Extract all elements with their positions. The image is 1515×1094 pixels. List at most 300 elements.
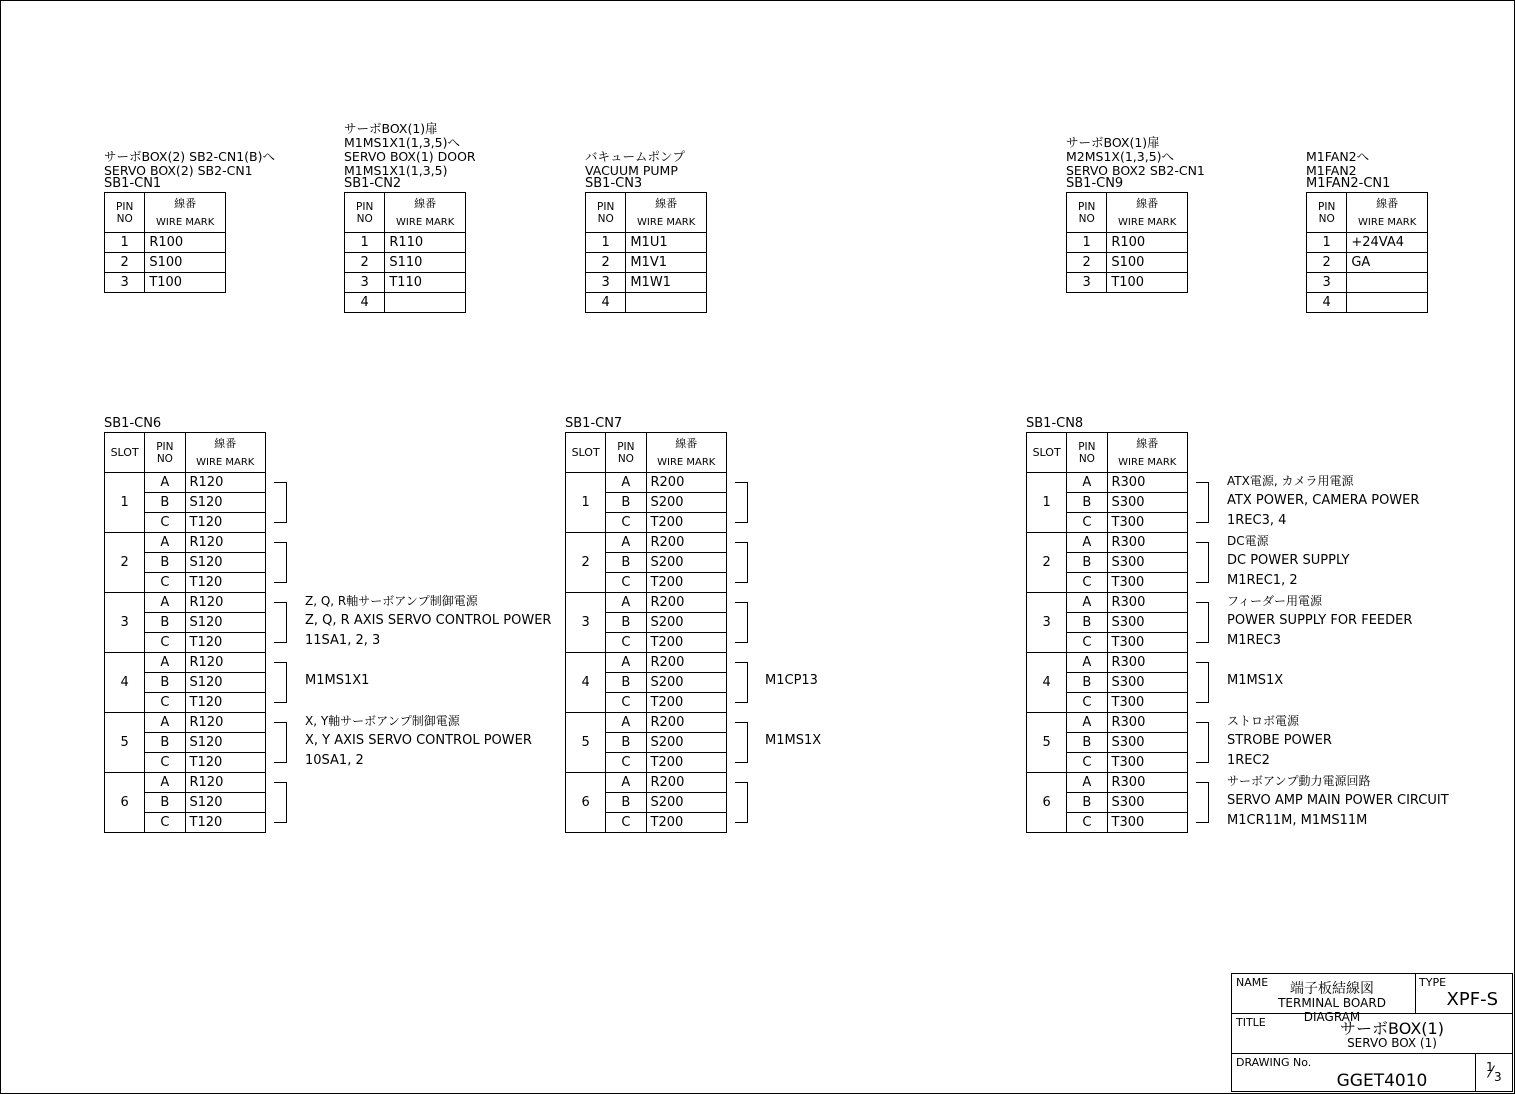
title-block xyxy=(1231,973,1513,1092)
wire-mark: S300 xyxy=(1107,613,1188,633)
pin-number: 1 xyxy=(105,233,145,253)
pin-no-header-line2: NO xyxy=(617,452,634,465)
wire-mark-header-en: WIRE MARK xyxy=(1118,216,1177,228)
wire-mark: R300 xyxy=(1107,653,1188,673)
pin-no-header-line2: NO xyxy=(1078,452,1095,465)
table-row xyxy=(1027,473,1188,493)
wire-mark: R200 xyxy=(646,473,727,493)
pin-letter: A xyxy=(145,473,185,493)
wire-mark: T200 xyxy=(646,813,727,833)
slot-note: ATX POWER, CAMERA POWER xyxy=(1227,493,1420,508)
connector-destination-label: M1FAN2へ xyxy=(1306,149,1370,164)
pin-no-header-line2: NO xyxy=(356,212,373,225)
pin-no-header xyxy=(1067,193,1107,233)
pin-no-header xyxy=(105,193,145,233)
slot-number: 3 xyxy=(105,593,145,653)
table-row xyxy=(105,593,266,613)
wire-mark: R300 xyxy=(1107,473,1188,493)
wire-mark: M1W1 xyxy=(626,273,707,293)
pin-letter: A xyxy=(606,773,646,793)
slot-number: 2 xyxy=(566,533,606,593)
wire-mark: T100 xyxy=(145,273,226,293)
pin-letter: A xyxy=(1067,593,1107,613)
wire-mark: R120 xyxy=(185,593,266,613)
pin-letter: C xyxy=(1067,633,1107,653)
slot-number: 1 xyxy=(566,473,606,533)
wire-mark: T120 xyxy=(185,513,266,533)
connector-destination-label: サーボBOX(1)扉 xyxy=(1066,135,1160,150)
slot-bracket xyxy=(1196,602,1209,643)
connector-destination-label: SERVO BOX(1) DOOR xyxy=(344,149,476,164)
wire-mark: S120 xyxy=(185,733,266,753)
wire-mark: M1V1 xyxy=(626,253,707,273)
pin-letter: B xyxy=(145,793,185,813)
wire-mark: S200 xyxy=(646,733,727,753)
wire-mark: S120 xyxy=(185,793,266,813)
slot-number: 6 xyxy=(1027,773,1067,833)
pin-letter: B xyxy=(145,733,185,753)
slot-bracket xyxy=(1196,662,1209,703)
wire-mark: R200 xyxy=(646,593,727,613)
table-row xyxy=(1027,533,1188,553)
wire-mark-header-jp: 線番 xyxy=(1136,436,1159,450)
slot-number: 1 xyxy=(1027,473,1067,533)
pin-no-header xyxy=(606,433,646,473)
wire-mark-header-en: WIRE MARK xyxy=(156,216,215,228)
connector-destination-label: バキュームポンプ xyxy=(585,149,686,164)
pin-letter: B xyxy=(606,553,646,573)
connector-destination-label: M1MS1X1(1,3,5)へ xyxy=(344,135,460,150)
slot-note: M1REC1, 2 xyxy=(1227,573,1298,588)
wire-mark xyxy=(1347,273,1428,293)
wire-mark: S200 xyxy=(646,673,727,693)
pin-letter: A xyxy=(606,653,646,673)
wire-mark: T200 xyxy=(646,573,727,593)
table-row xyxy=(1067,253,1188,273)
wire-mark-header xyxy=(1107,193,1188,233)
pin-letter: B xyxy=(1067,613,1107,633)
pin-number: 3 xyxy=(105,273,145,293)
table-row xyxy=(105,473,266,493)
pin-letter: C xyxy=(1067,573,1107,593)
pin-letter: C xyxy=(1067,753,1107,773)
table-row xyxy=(105,273,226,293)
wire-mark-header-en: WIRE MARK xyxy=(637,216,696,228)
pin-letter: A xyxy=(1067,473,1107,493)
wire-mark: S300 xyxy=(1107,493,1188,513)
slot-note: 1REC3, 4 xyxy=(1227,513,1287,528)
sheet-cell xyxy=(1476,1054,1512,1091)
slot-bracket xyxy=(1196,542,1209,583)
name-caption: NAME xyxy=(1236,976,1269,989)
pin-letter: A xyxy=(606,593,646,613)
connector-destination-label: SERVO BOX2 SB2-CN1 xyxy=(1066,163,1205,178)
pin-letter: A xyxy=(145,533,185,553)
table-row xyxy=(566,653,727,673)
slot-note: Z, Q, R軸サーボアンプ制御電源 xyxy=(305,594,478,608)
table-row xyxy=(345,233,466,253)
table-row xyxy=(345,293,466,313)
slot-note: 11SA1, 2, 3 xyxy=(305,633,381,648)
wire-mark: R300 xyxy=(1107,713,1188,733)
pin-number: 3 xyxy=(1307,273,1347,293)
wire-mark: T200 xyxy=(646,633,727,653)
wire-mark-header-en: WIRE MARK xyxy=(196,456,255,468)
pin-no-header xyxy=(1307,193,1347,233)
name-en: TERMINAL BOARD DIAGRAM xyxy=(1278,996,1386,1024)
pin-no-header-line2: NO xyxy=(1318,212,1335,225)
wire-mark: +24VA4 xyxy=(1347,233,1428,253)
connector-table xyxy=(104,192,226,293)
pin-no-header-line1: PIN xyxy=(156,440,174,453)
wire-mark: S300 xyxy=(1107,673,1188,693)
slot-connector-table xyxy=(104,432,266,833)
wire-mark: T120 xyxy=(185,573,266,593)
pin-no-header-line1: PIN xyxy=(597,200,615,213)
pin-letter: C xyxy=(145,513,185,533)
wire-mark: R120 xyxy=(185,713,266,733)
pin-letter: B xyxy=(606,613,646,633)
slot-bracket xyxy=(735,602,748,643)
slot-note: STROBE POWER xyxy=(1227,733,1332,748)
slot-note: 10SA1, 2 xyxy=(305,753,364,768)
table-row xyxy=(1307,293,1428,313)
slot-note: POWER SUPPLY FOR FEEDER xyxy=(1227,613,1413,628)
wire-mark xyxy=(385,293,466,313)
slot-bracket xyxy=(735,662,748,703)
pin-letter: B xyxy=(145,613,185,633)
slot-number: 2 xyxy=(1027,533,1067,593)
pin-number: 1 xyxy=(1307,233,1347,253)
pin-no-header-line1: PIN xyxy=(617,440,635,453)
pin-number: 2 xyxy=(105,253,145,273)
wire-mark: T300 xyxy=(1107,693,1188,713)
table-row xyxy=(566,593,727,613)
wire-mark-header xyxy=(646,433,727,473)
wire-mark: S200 xyxy=(646,793,727,813)
table-row xyxy=(1027,653,1188,673)
pin-letter: C xyxy=(606,813,646,833)
wire-mark-header xyxy=(626,193,707,233)
pin-number: 2 xyxy=(1067,253,1107,273)
wire-mark-header xyxy=(385,193,466,233)
title-en: SERVO BOX (1) xyxy=(1347,1036,1437,1050)
pin-letter: C xyxy=(145,573,185,593)
wire-mark: R300 xyxy=(1107,773,1188,793)
slot-note: ストロボ電源 xyxy=(1227,714,1300,728)
type-caption: TYPE xyxy=(1419,976,1447,989)
connector-name: SB1-CN2 xyxy=(344,176,402,191)
wire-mark: T300 xyxy=(1107,753,1188,773)
pin-number: 4 xyxy=(586,293,626,313)
wire-mark: S110 xyxy=(385,253,466,273)
wire-mark: T200 xyxy=(646,753,727,773)
wire-mark: S100 xyxy=(1107,253,1188,273)
connector-table xyxy=(1066,192,1188,293)
wire-mark: R200 xyxy=(646,653,727,673)
pin-letter: C xyxy=(1067,813,1107,833)
pin-letter: B xyxy=(1067,733,1107,753)
pin-no-header-line1: PIN xyxy=(1318,200,1336,213)
slot-number: 6 xyxy=(566,773,606,833)
wire-mark-header-jp: 線番 xyxy=(414,196,437,210)
table-row xyxy=(105,713,266,733)
slot-header: SLOT xyxy=(1027,433,1067,473)
slot-note: サーボアンプ動力電源回路 xyxy=(1227,774,1371,788)
pin-letter: B xyxy=(145,673,185,693)
pin-no-header-line2: NO xyxy=(116,212,133,225)
connector-name: SB1-CN9 xyxy=(1066,176,1124,191)
slot-bracket xyxy=(735,782,748,823)
slot-connector-table xyxy=(1026,432,1188,833)
wire-mark: R200 xyxy=(646,773,727,793)
wire-mark: T120 xyxy=(185,813,266,833)
wire-mark-header-en: WIRE MARK xyxy=(1358,216,1417,228)
pin-letter: C xyxy=(606,633,646,653)
pin-number: 1 xyxy=(1067,233,1107,253)
name-jp: 端子板結線図 xyxy=(1290,981,1374,997)
table-row xyxy=(1307,233,1428,253)
wire-mark: R120 xyxy=(185,533,266,553)
connector-destination-label: サーボBOX(1)扉 xyxy=(344,121,438,136)
wire-mark: R300 xyxy=(1107,593,1188,613)
connector-table xyxy=(1306,192,1428,313)
pin-letter: A xyxy=(145,593,185,613)
table-row xyxy=(1067,273,1188,293)
pin-letter: A xyxy=(606,533,646,553)
wire-mark: R120 xyxy=(185,653,266,673)
pin-number: 3 xyxy=(1067,273,1107,293)
wire-mark: R120 xyxy=(185,473,266,493)
pin-letter: A xyxy=(145,653,185,673)
pin-letter: B xyxy=(606,493,646,513)
slot-note: M1MS1X1 xyxy=(305,673,370,688)
slot-number: 5 xyxy=(105,713,145,773)
wire-mark: S200 xyxy=(646,613,727,633)
slot-note: ATX電源, カメラ用電源 xyxy=(1227,474,1354,488)
wire-mark: GA xyxy=(1347,253,1428,273)
pin-no-header xyxy=(145,433,185,473)
wire-mark: S120 xyxy=(185,553,266,573)
table-row xyxy=(1027,593,1188,613)
pin-letter: C xyxy=(145,693,185,713)
wire-mark-header-jp: 線番 xyxy=(214,436,237,450)
table-row xyxy=(105,253,226,273)
connector-destination-label: SERVO BOX(2) SB2-CN1 xyxy=(104,163,253,178)
wire-mark-header xyxy=(1347,193,1428,233)
pin-no-header-line1: PIN xyxy=(116,200,134,213)
wire-mark: R110 xyxy=(385,233,466,253)
wire-mark: S300 xyxy=(1107,793,1188,813)
pin-number: 2 xyxy=(586,253,626,273)
wire-mark: R300 xyxy=(1107,533,1188,553)
slot-number: 4 xyxy=(566,653,606,713)
table-row xyxy=(1067,233,1188,253)
wire-mark: T120 xyxy=(185,753,266,773)
pin-letter: B xyxy=(606,673,646,693)
table-row xyxy=(566,533,727,553)
pin-letter: A xyxy=(606,713,646,733)
wire-mark: T100 xyxy=(1107,273,1188,293)
drawing-no-cell xyxy=(1232,1054,1476,1091)
wire-mark: S120 xyxy=(185,493,266,513)
pin-letter: C xyxy=(145,753,185,773)
connector-destination-label: VACUUM PUMP xyxy=(585,163,678,178)
pin-number: 2 xyxy=(345,253,385,273)
table-row xyxy=(105,233,226,253)
pin-letter: C xyxy=(1067,513,1107,533)
pin-no-header-line1: PIN xyxy=(356,200,374,213)
title-cell xyxy=(1232,1014,1512,1054)
pin-letter: B xyxy=(1067,793,1107,813)
slot-header: SLOT xyxy=(105,433,145,473)
table-row xyxy=(566,473,727,493)
wire-mark: S200 xyxy=(646,493,727,513)
wire-mark-header-en: WIRE MARK xyxy=(396,216,455,228)
table-row xyxy=(1307,253,1428,273)
slot-number: 2 xyxy=(105,533,145,593)
type-value: XPF-S xyxy=(1446,989,1498,1010)
sheet-total: 3 xyxy=(1494,1070,1502,1084)
slot-bracket xyxy=(1196,722,1209,763)
slot-number: 1 xyxy=(105,473,145,533)
sheet-number: 1 xyxy=(1486,1060,1494,1074)
pin-no-header-line2: NO xyxy=(597,212,614,225)
wire-mark: T300 xyxy=(1107,813,1188,833)
pin-number: 2 xyxy=(1307,253,1347,273)
slot-note: M1CP13 xyxy=(765,673,818,688)
slot-number: 5 xyxy=(566,713,606,773)
connector-name: SB1-CN8 xyxy=(1026,416,1084,431)
wire-mark-header xyxy=(1107,433,1188,473)
table-row xyxy=(105,533,266,553)
pin-letter: B xyxy=(606,733,646,753)
pin-number: 4 xyxy=(345,293,385,313)
connector-name: SB1-CN1 xyxy=(104,176,162,191)
slot-bracket xyxy=(1196,482,1209,523)
table-row xyxy=(586,273,707,293)
pin-no-header-line2: NO xyxy=(156,452,173,465)
slot-header: SLOT xyxy=(566,433,606,473)
pin-number: 4 xyxy=(1307,293,1347,313)
pin-letter: A xyxy=(145,713,185,733)
wire-mark xyxy=(626,293,707,313)
connector-table xyxy=(585,192,707,313)
title-caption: TITLE xyxy=(1236,1016,1266,1029)
pin-letter: A xyxy=(1067,533,1107,553)
wire-mark-header-jp: 線番 xyxy=(675,436,698,450)
wire-mark-header-jp: 線番 xyxy=(1136,196,1159,210)
slot-bracket xyxy=(1196,782,1209,823)
slot-note: フィーダー用電源 xyxy=(1227,594,1323,608)
wire-mark: M1U1 xyxy=(626,233,707,253)
pin-letter: C xyxy=(606,693,646,713)
connector-table xyxy=(344,192,466,313)
pin-no-header-line1: PIN xyxy=(1078,200,1096,213)
connector-destination-label: M1MS1X1(1,3,5) xyxy=(344,163,448,178)
pin-letter: B xyxy=(145,493,185,513)
connector-name: SB1-CN3 xyxy=(585,176,643,191)
wire-mark-header-en: WIRE MARK xyxy=(1118,456,1177,468)
slot-number: 3 xyxy=(1027,593,1067,653)
slot-bracket xyxy=(735,482,748,523)
table-row xyxy=(586,253,707,273)
pin-letter: B xyxy=(606,793,646,813)
pin-letter: C xyxy=(145,633,185,653)
table-row xyxy=(586,293,707,313)
slot-bracket xyxy=(274,482,287,523)
slot-note: X, Y軸サーボアンプ制御電源 xyxy=(305,714,460,728)
drawing-caption: DRAWING No. xyxy=(1236,1056,1312,1069)
table-row xyxy=(566,713,727,733)
table-row xyxy=(105,773,266,793)
table-row xyxy=(345,273,466,293)
slot-note: M1MS1X xyxy=(1227,673,1284,688)
wire-mark: S300 xyxy=(1107,733,1188,753)
slot-note: DC電源 xyxy=(1227,534,1269,548)
connector-name: SB1-CN6 xyxy=(104,416,162,431)
slot-number: 5 xyxy=(1027,713,1067,773)
slot-bracket xyxy=(274,782,287,823)
wire-mark: R100 xyxy=(1107,233,1188,253)
wire-mark xyxy=(1347,293,1428,313)
wire-mark: R200 xyxy=(646,713,727,733)
pin-no-header xyxy=(345,193,385,233)
title-jp: サーボBOX(1) xyxy=(1340,1019,1444,1038)
pin-no-header xyxy=(1067,433,1107,473)
drawing-number: GGET4010 xyxy=(1336,1071,1428,1091)
slot-connector-table xyxy=(565,432,727,833)
pin-letter: C xyxy=(145,813,185,833)
wire-mark-header xyxy=(185,433,266,473)
wire-mark: S100 xyxy=(145,253,226,273)
pin-no-header-line2: NO xyxy=(1078,212,1095,225)
slot-note: DC POWER SUPPLY xyxy=(1227,553,1350,568)
slot-note: Z, Q, R AXIS SERVO CONTROL POWER xyxy=(305,613,552,628)
pin-no-header-line1: PIN xyxy=(1078,440,1096,453)
slot-note: X, Y AXIS SERVO CONTROL POWER xyxy=(305,733,532,748)
wire-mark-header-jp: 線番 xyxy=(655,196,678,210)
pin-letter: B xyxy=(1067,493,1107,513)
slot-bracket xyxy=(274,662,287,703)
connector-destination-label: サーボBOX(2) SB2-CN1(B)へ xyxy=(104,149,275,164)
slot-bracket xyxy=(735,542,748,583)
connector-name: M1FAN2-CN1 xyxy=(1306,176,1391,191)
pin-no-header xyxy=(586,193,626,233)
slot-number: 4 xyxy=(105,653,145,713)
table-row xyxy=(105,653,266,673)
wire-mark-header-en: WIRE MARK xyxy=(657,456,716,468)
pin-letter: B xyxy=(145,553,185,573)
pin-letter: C xyxy=(606,513,646,533)
table-row xyxy=(1307,273,1428,293)
slot-bracket xyxy=(274,602,287,643)
table-row xyxy=(345,253,466,273)
slot-note: SERVO AMP MAIN POWER CIRCUIT xyxy=(1227,793,1449,808)
type-cell xyxy=(1416,974,1512,1014)
slot-number: 3 xyxy=(566,593,606,653)
pin-number: 1 xyxy=(345,233,385,253)
slot-bracket xyxy=(274,542,287,583)
pin-letter: A xyxy=(606,473,646,493)
wire-mark: R120 xyxy=(185,773,266,793)
pin-number: 3 xyxy=(586,273,626,293)
slot-note: M1CR11M, M1MS11M xyxy=(1227,813,1368,828)
wire-mark: S120 xyxy=(185,613,266,633)
connector-destination-label: M1FAN2 xyxy=(1306,163,1357,178)
table-row xyxy=(1027,773,1188,793)
slot-bracket xyxy=(735,722,748,763)
